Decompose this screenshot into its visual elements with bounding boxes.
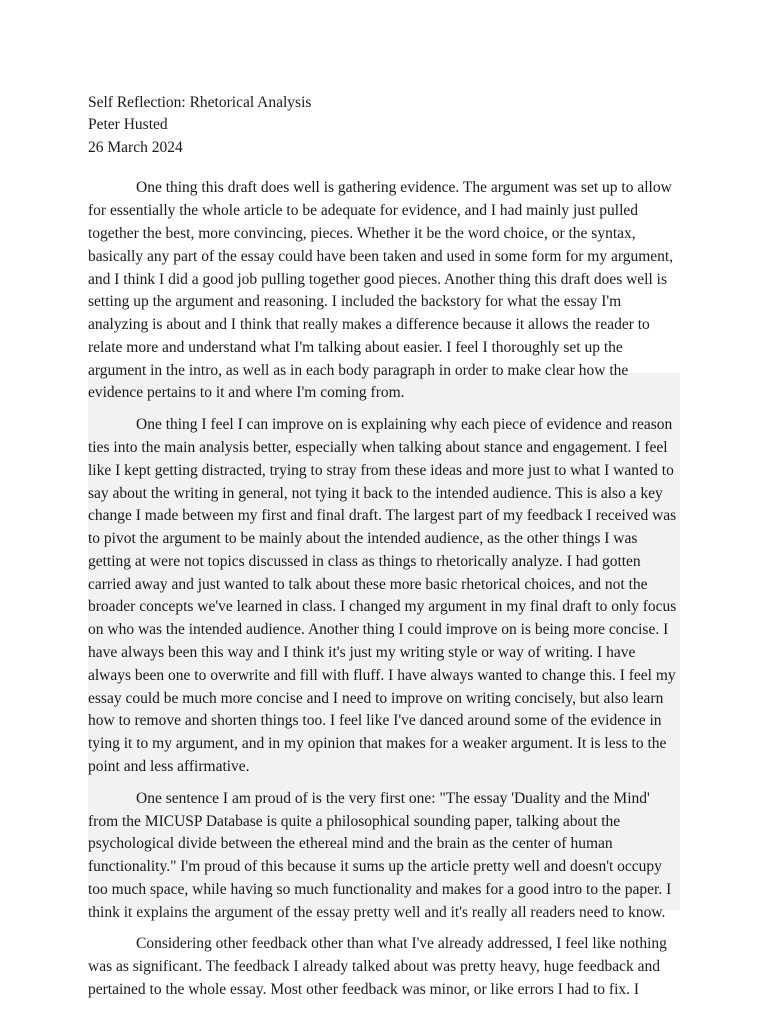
- document-title: Self Reflection: Rhetorical Analysis: [88, 94, 312, 111]
- paragraph: Considering other feedback other than what I've already addressed, I feel like nothing was as significant. The feedback I already talked about was pretty heavy, huge feedback and pertained to the whole essay. Most other feedback was minor, or like errors I had to fix. I: [88, 935, 667, 998]
- document-heading: [88, 92, 680, 159]
- document-body: [88, 92, 680, 1011]
- document-author: Peter Husted: [88, 116, 168, 134]
- paragraph: One sentence I am proud of is the very first one: "The essay 'Duality and the Mind' from the MICUSP Database is quite a philosophical sounding paper, talking about the psychological divide between the ethereal mind and the brain as the center of human functionality." I'm proud of this because it sums up the article pretty well and doesn't occupy too much space, while having so much functionality and makes for a good intro to the paper. I think it explains the argument of the essay pretty well and it's really all readers need to know.: [88, 789, 672, 921]
- paragraph: One thing this draft does well is gathering evidence. The argument was set up to allow for essentially the whole article to be adequate for evidence, and I had mainly just pulled together the best, more convincing, pieces. Whether it be the word choice, or the syntax, basically any part of the essay could have been taken and used in some form for my argument, and I think I did a good job pulling together good pieces. Another thing this draft does well is setting up the argument and reasoning. I included the backstory for what the essay I'm analyzing is about and I think that really makes a difference because it allows the reader to relate more and understand what I'm talking about easier. I feel I thoroughly set up the argument in the intro, as well as in each body paragraph in order to make clear how the evidence pertains to it and where I'm coming from.: [88, 179, 674, 402]
- document-date: 26 March 2024: [88, 138, 183, 156]
- paragraph: One thing I feel I can improve on is explaining why each piece of evidence and reason ties into the main analysis better, especially when talking about stance and engagement. I feel like I kept getting distracted, trying to stray from these ideas and more just to what I wanted to say about the writing in general, not tying it back to the intended audience. This is also a key change I made between my first and final draft. The largest part of my feedback I received was to pivot the argument to be mainly about the intended audience, as the other things I was getting at were not topics discussed in class as things to rhetorically analyze. I had gotten carried away and just wanted to talk about these more basic rhetorical choices, and not the broader concepts we've learned in class. I changed my argument in my final draft to only focus on who was the intended audience. Another thing I could improve on is being more concise. I have always been this way and I think it's just my writing style or way of writing. I have always been one to overwrite and fill with fluff. I have always wanted to change this. I feel my essay could be much more concise and I need to improve on writing concisely, but also learn how to remove and shorten things too. I feel like I've danced around some of the evidence in tying it to my argument, and in my opinion that makes for a weaker argument. It is less to the point and less affirmative.: [88, 416, 677, 775]
